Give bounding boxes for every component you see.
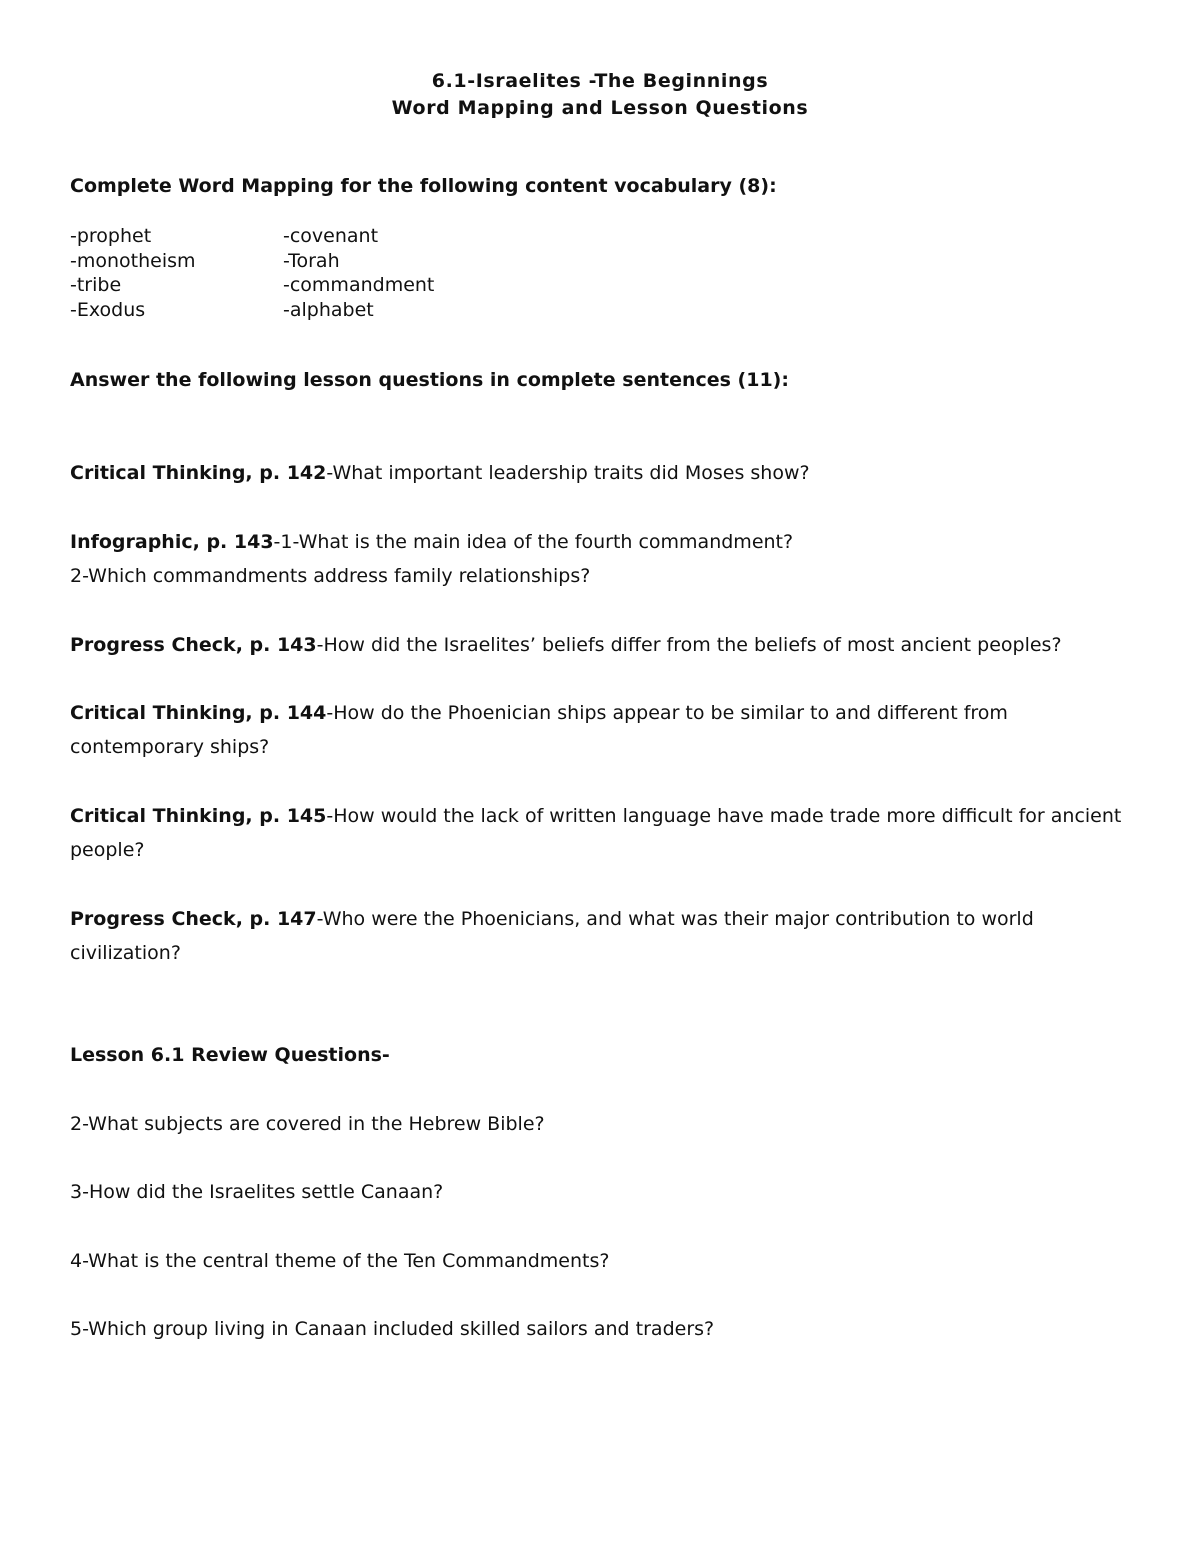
question-item — [70, 902, 1130, 970]
vocabulary-term: -alphabet — [283, 299, 374, 322]
question-text: -1-What is the main idea of the fourth commandment? — [273, 531, 794, 553]
question-text: -Who were the Phoenicians, and what was their major contribution to world civilization? — [70, 908, 1034, 964]
question-text: -How would the lack of written language have made trade more difficult for ancient people? — [70, 805, 1122, 861]
vocabulary-row — [70, 298, 670, 323]
review-question: 2-What subjects are covered in the Hebrew Bible? — [70, 1113, 545, 1135]
vocabulary-row — [70, 249, 670, 274]
question-label: Critical Thinking, p. 144 — [70, 702, 327, 724]
vocabulary-list — [70, 224, 670, 323]
question-text: 2-Which commandments address family relationships? — [70, 565, 591, 587]
question-label: Critical Thinking, p. 145 — [70, 805, 327, 827]
question-item — [70, 628, 1130, 662]
question-label: Infographic, p. 143 — [70, 531, 274, 553]
vocabulary-term: -monotheism — [70, 249, 196, 272]
vocabulary-term: -Torah — [283, 249, 340, 272]
review-heading: Lesson 6.1 Review Questions- — [70, 1044, 390, 1066]
vocabulary-term: -prophet — [70, 225, 152, 247]
review-question: 5-Which group living in Canaan included skilled sailors and traders? — [70, 1318, 715, 1340]
question-text: -How did the Israelites’ beliefs differ from the beliefs of most ancient peoples? — [316, 634, 1062, 656]
page-subtitle: Word Mapping and Lesson Questions — [391, 97, 809, 119]
vocabulary-term: -covenant — [283, 225, 379, 247]
question-item — [70, 456, 1130, 490]
question-item — [70, 525, 1130, 593]
question-label: Progress Check, p. 143 — [70, 634, 317, 656]
vocabulary-row — [70, 273, 670, 298]
vocabulary-row — [70, 224, 670, 249]
question-item — [70, 799, 1130, 867]
vocabulary-term: -Exodus — [70, 299, 146, 322]
question-text: -What important leadership traits did Moses show? — [326, 462, 810, 484]
vocabulary-term: -commandment — [283, 274, 435, 297]
review-question: 4-What is the central theme of the Ten Commandments? — [70, 1250, 610, 1272]
vocabulary-term: -tribe — [70, 274, 122, 297]
word-mapping-heading: Complete Word Mapping for the following content vocabulary (8): — [70, 175, 777, 197]
lesson-questions-heading: Answer the following lesson questions in complete sentences (11): — [70, 369, 789, 391]
question-item — [70, 696, 1130, 764]
question-text: -How do the Phoenician ships appear to be similar to and different from contemporary ships? — [70, 702, 1008, 758]
page-title: 6.1-Israelites -The Beginnings — [431, 70, 769, 92]
question-label: Critical Thinking, p. 142 — [70, 462, 327, 484]
review-question: 3-How did the Israelites settle Canaan? — [70, 1181, 444, 1203]
question-label: Progress Check, p. 147 — [70, 908, 317, 930]
